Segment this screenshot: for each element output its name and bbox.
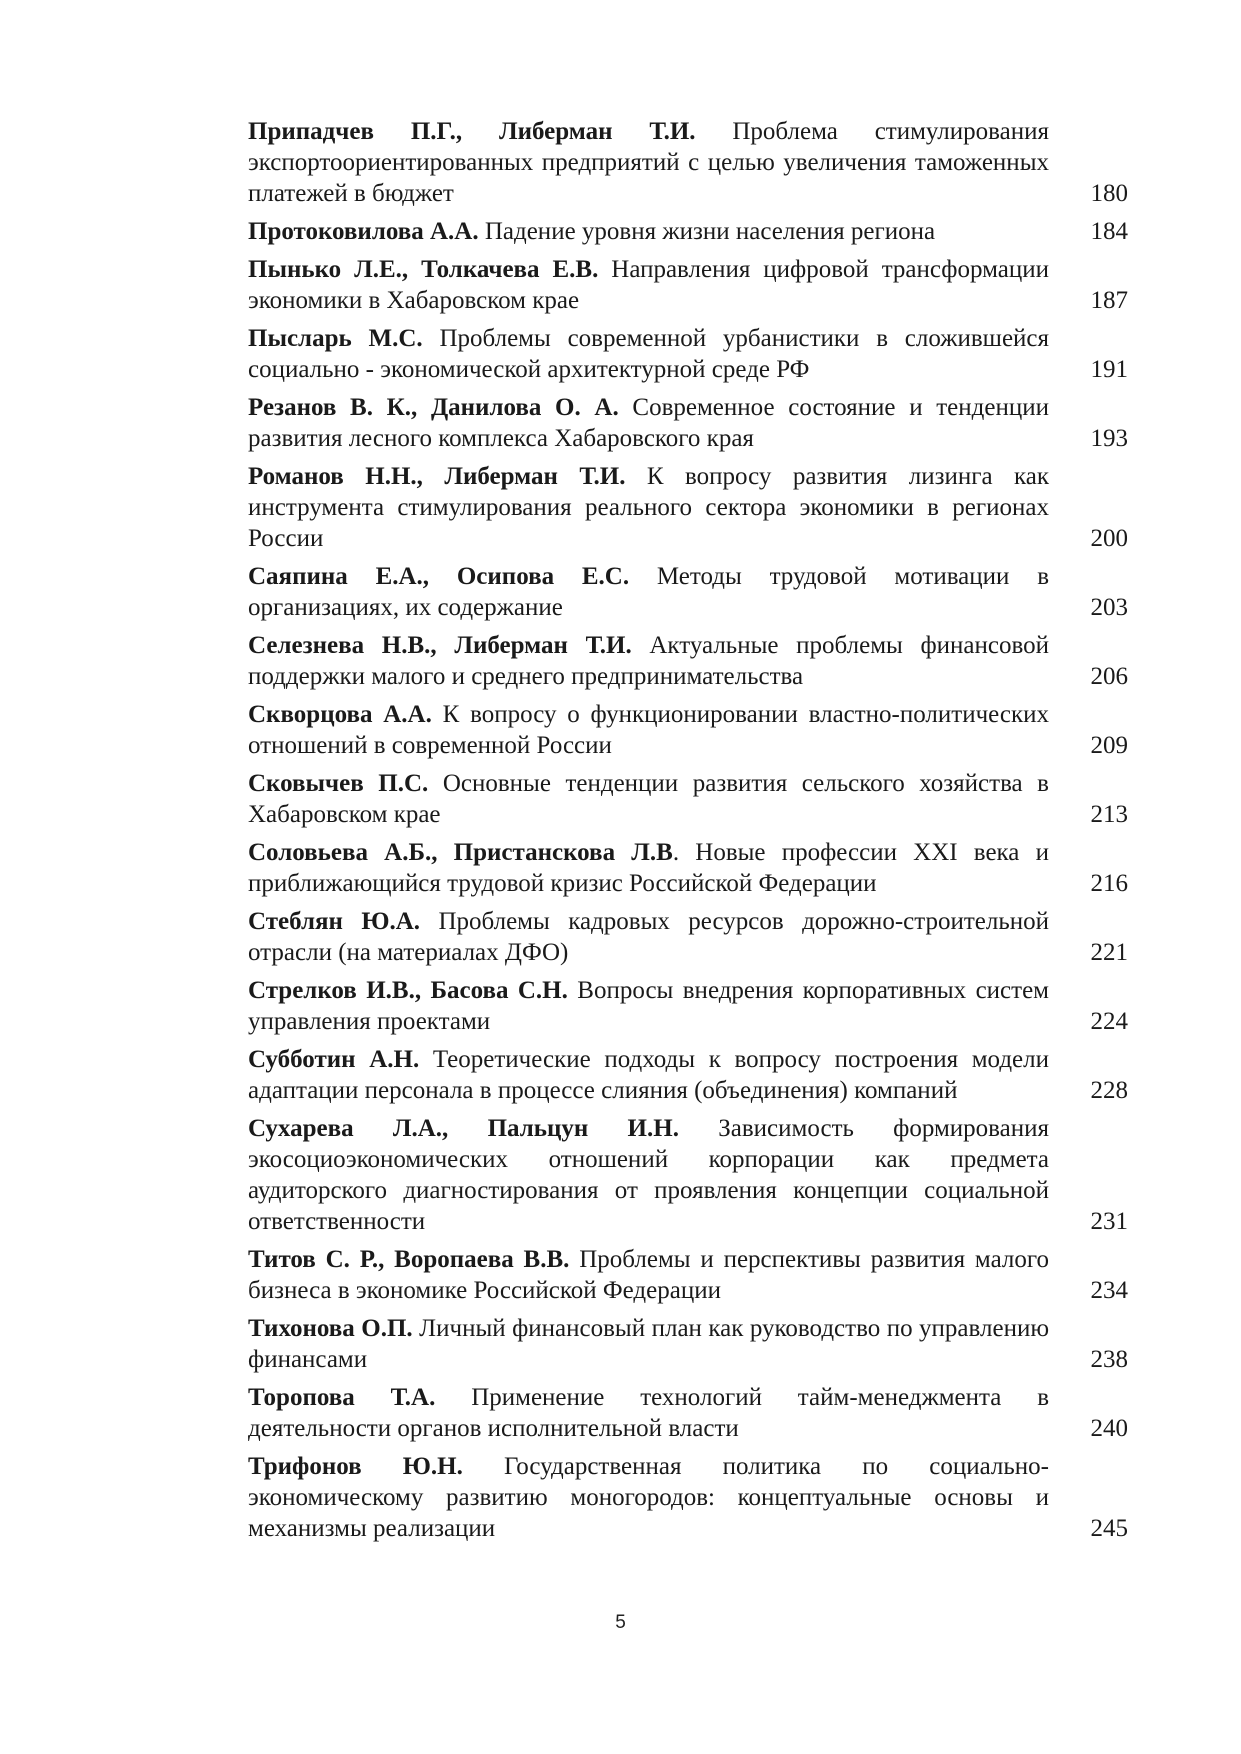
toc-entry-authors: Селезнева Н.В., Либерман Т.И.	[248, 632, 632, 659]
toc-entry-page: 213	[1090, 801, 1128, 828]
toc-entry-title: Государственная политика по социально-экономическому развитию моногородов: концептуальные основы и механизмы реализации	[248, 1453, 1050, 1542]
toc-entry-text	[248, 561, 1049, 623]
toc-entry-page: 193	[1090, 425, 1128, 452]
toc-entry-page: 187	[1090, 287, 1128, 314]
toc-entry	[248, 1244, 1128, 1306]
toc-entry-authors: Пысларь М.С.	[248, 325, 423, 352]
toc-entry-title: Зависимость формирования экосоциоэкономических отношений корпорации как предмета аудиторского диагностирования от проявления концепции социальной ответственности	[248, 1115, 1050, 1235]
toc-entry-text	[248, 1451, 1049, 1544]
toc-entry-text	[248, 116, 1049, 209]
toc-entry	[248, 1044, 1128, 1106]
table-of-contents	[248, 116, 1128, 1551]
toc-entry-authors: Трифонов Ю.Н.	[248, 1453, 463, 1480]
toc-entry-page: 228	[1090, 1077, 1128, 1104]
toc-entry-page: 216	[1090, 870, 1128, 897]
toc-entry-authors: Припадчев П.Г., Либерман Т.И.	[248, 118, 696, 145]
toc-entry-text	[248, 1313, 1049, 1375]
toc-entry-title: Проблемы современной урбанистики в сложившейся социально - экономической архитектурной среде РФ	[248, 325, 1050, 383]
toc-entry	[248, 630, 1128, 692]
toc-entry-text	[248, 975, 1049, 1037]
toc-entry	[248, 768, 1128, 830]
toc-entry-text	[248, 906, 1049, 968]
toc-entry-page: 200	[1090, 525, 1128, 552]
toc-entry	[248, 1382, 1128, 1444]
toc-entry-authors: Саяпина Е.А., Осипова Е.С.	[248, 563, 630, 590]
toc-entry	[248, 461, 1128, 554]
toc-entry-authors: Сухарева Л.А., Пальцун И.Н.	[248, 1115, 679, 1142]
page-number: 5	[615, 1612, 626, 1633]
toc-entry-text	[248, 1244, 1049, 1306]
toc-entry-authors: Протоковилова А.А.	[248, 218, 479, 245]
toc-entry-title: Падение уровня жизни населения региона	[484, 218, 936, 245]
toc-entry-page: 238	[1090, 1346, 1128, 1373]
toc-entry-authors: Субботин А.Н.	[248, 1046, 420, 1073]
toc-entry-text	[248, 254, 1049, 316]
toc-entry-page: 180	[1090, 180, 1128, 207]
toc-entry-title: Проблемы и перспективы развития малого бизнеса в экономике Российской Федерации	[248, 1246, 1049, 1304]
toc-entry-title: Применение технологий тайм-менеджмента в деятельности органов исполнительной власти	[248, 1384, 1049, 1442]
toc-entry-authors: Соловьева А.Б., Пристанскова Л.В	[248, 839, 673, 866]
toc-entry-page: 224	[1090, 1008, 1128, 1035]
toc-entry	[248, 254, 1128, 316]
toc-entry	[248, 1113, 1128, 1237]
toc-entry-page: 231	[1090, 1208, 1128, 1235]
toc-entry-authors: Стрелков И.В., Басова С.Н.	[248, 977, 568, 1004]
toc-entry-page: 240	[1090, 1415, 1128, 1442]
toc-entry-text	[248, 1382, 1049, 1444]
toc-entry	[248, 323, 1128, 385]
toc-entry-authors: Скворцова А.А.	[248, 701, 432, 728]
toc-entry-title: Личный финансовый план как руководство по управлению финансами	[248, 1315, 1050, 1373]
toc-entry-title: К вопросу о функционировании властно-политических отношений в современной России	[248, 701, 1050, 759]
toc-entry-title: Актуальные проблемы финансовой поддержки малого и среднего предпринимательства	[248, 632, 1050, 690]
toc-entry	[248, 837, 1128, 899]
toc-entry-authors: Романов Н.Н., Либерман Т.И.	[248, 463, 626, 490]
toc-entry-authors: Пынько Л.Е., Толкачева Е.В.	[248, 256, 599, 283]
toc-entry-page: 184	[1090, 218, 1128, 245]
toc-entry-authors: Титов С. Р., Воропаева В.В.	[248, 1246, 570, 1273]
toc-entry-text	[248, 768, 1049, 830]
toc-entry-authors: Резанов В. К., Данилова О. А.	[248, 394, 619, 421]
toc-entry-text	[248, 630, 1049, 692]
toc-entry-authors: Торопова Т.А.	[248, 1384, 436, 1411]
toc-entry-title: К вопросу развития лизинга как инструмента стимулирования реального сектора экономики в регионах России	[248, 463, 1049, 552]
toc-entry-page: 209	[1090, 732, 1128, 759]
toc-entry	[248, 1451, 1128, 1544]
toc-entry-page: 221	[1090, 939, 1128, 966]
toc-entry-authors: Тихонова О.П.	[248, 1315, 413, 1342]
toc-entry	[248, 699, 1128, 761]
toc-entry-title: Теоретические подходы к вопросу построения модели адаптации персонала в процессе слияния (объединения) компаний	[248, 1046, 1049, 1104]
toc-entry-text	[248, 323, 1049, 385]
toc-entry-page: 206	[1090, 663, 1128, 690]
toc-entry-page: 203	[1090, 594, 1128, 621]
toc-entry-text	[248, 216, 1049, 247]
toc-entry-text	[248, 1044, 1049, 1106]
toc-entry-authors: Сковычев П.С.	[248, 770, 429, 797]
toc-entry-authors: Стеблян Ю.А.	[248, 908, 421, 935]
toc-entry	[248, 392, 1128, 454]
toc-entry	[248, 116, 1128, 209]
toc-entry-title: Методы трудовой мотивации в организациях, их содержание	[248, 563, 1050, 621]
toc-entry-title: Направления цифровой трансформации экономики в Хабаровском крае	[248, 256, 1049, 314]
toc-entry-title: Проблема стимулирования экспортоориентированных предприятий с целью увеличения таможенных платежей в бюджет	[248, 118, 1049, 207]
toc-entry	[248, 975, 1128, 1037]
toc-entry	[248, 1313, 1128, 1375]
toc-entry-page: 191	[1090, 356, 1128, 383]
toc-entry	[248, 561, 1128, 623]
toc-entry	[248, 906, 1128, 968]
toc-entry-page: 234	[1090, 1277, 1128, 1304]
toc-entry-text	[248, 699, 1049, 761]
toc-entry-title: Основные тенденции развития сельского хозяйства в Хабаровском крае	[248, 770, 1049, 828]
toc-entry-text	[248, 1113, 1049, 1237]
toc-entry-title: Вопросы внедрения корпоративных систем управления проектами	[248, 977, 1049, 1035]
toc-entry-text	[248, 461, 1049, 554]
toc-entry-title: Современное состояние и тенденции развития лесного комплекса Хабаровского края	[248, 394, 1049, 452]
toc-entry-title: Проблемы кадровых ресурсов дорожно-строительной отрасли (на материалах ДФО)	[248, 908, 1049, 966]
toc-entry-text	[248, 392, 1049, 454]
toc-entry	[248, 216, 1128, 247]
toc-entry-page: 245	[1090, 1515, 1128, 1542]
toc-entry-text	[248, 837, 1049, 899]
toc-entry-title: . Новые профессии XXI века и приближающийся трудовой кризис Российской Федерации	[248, 839, 1049, 897]
